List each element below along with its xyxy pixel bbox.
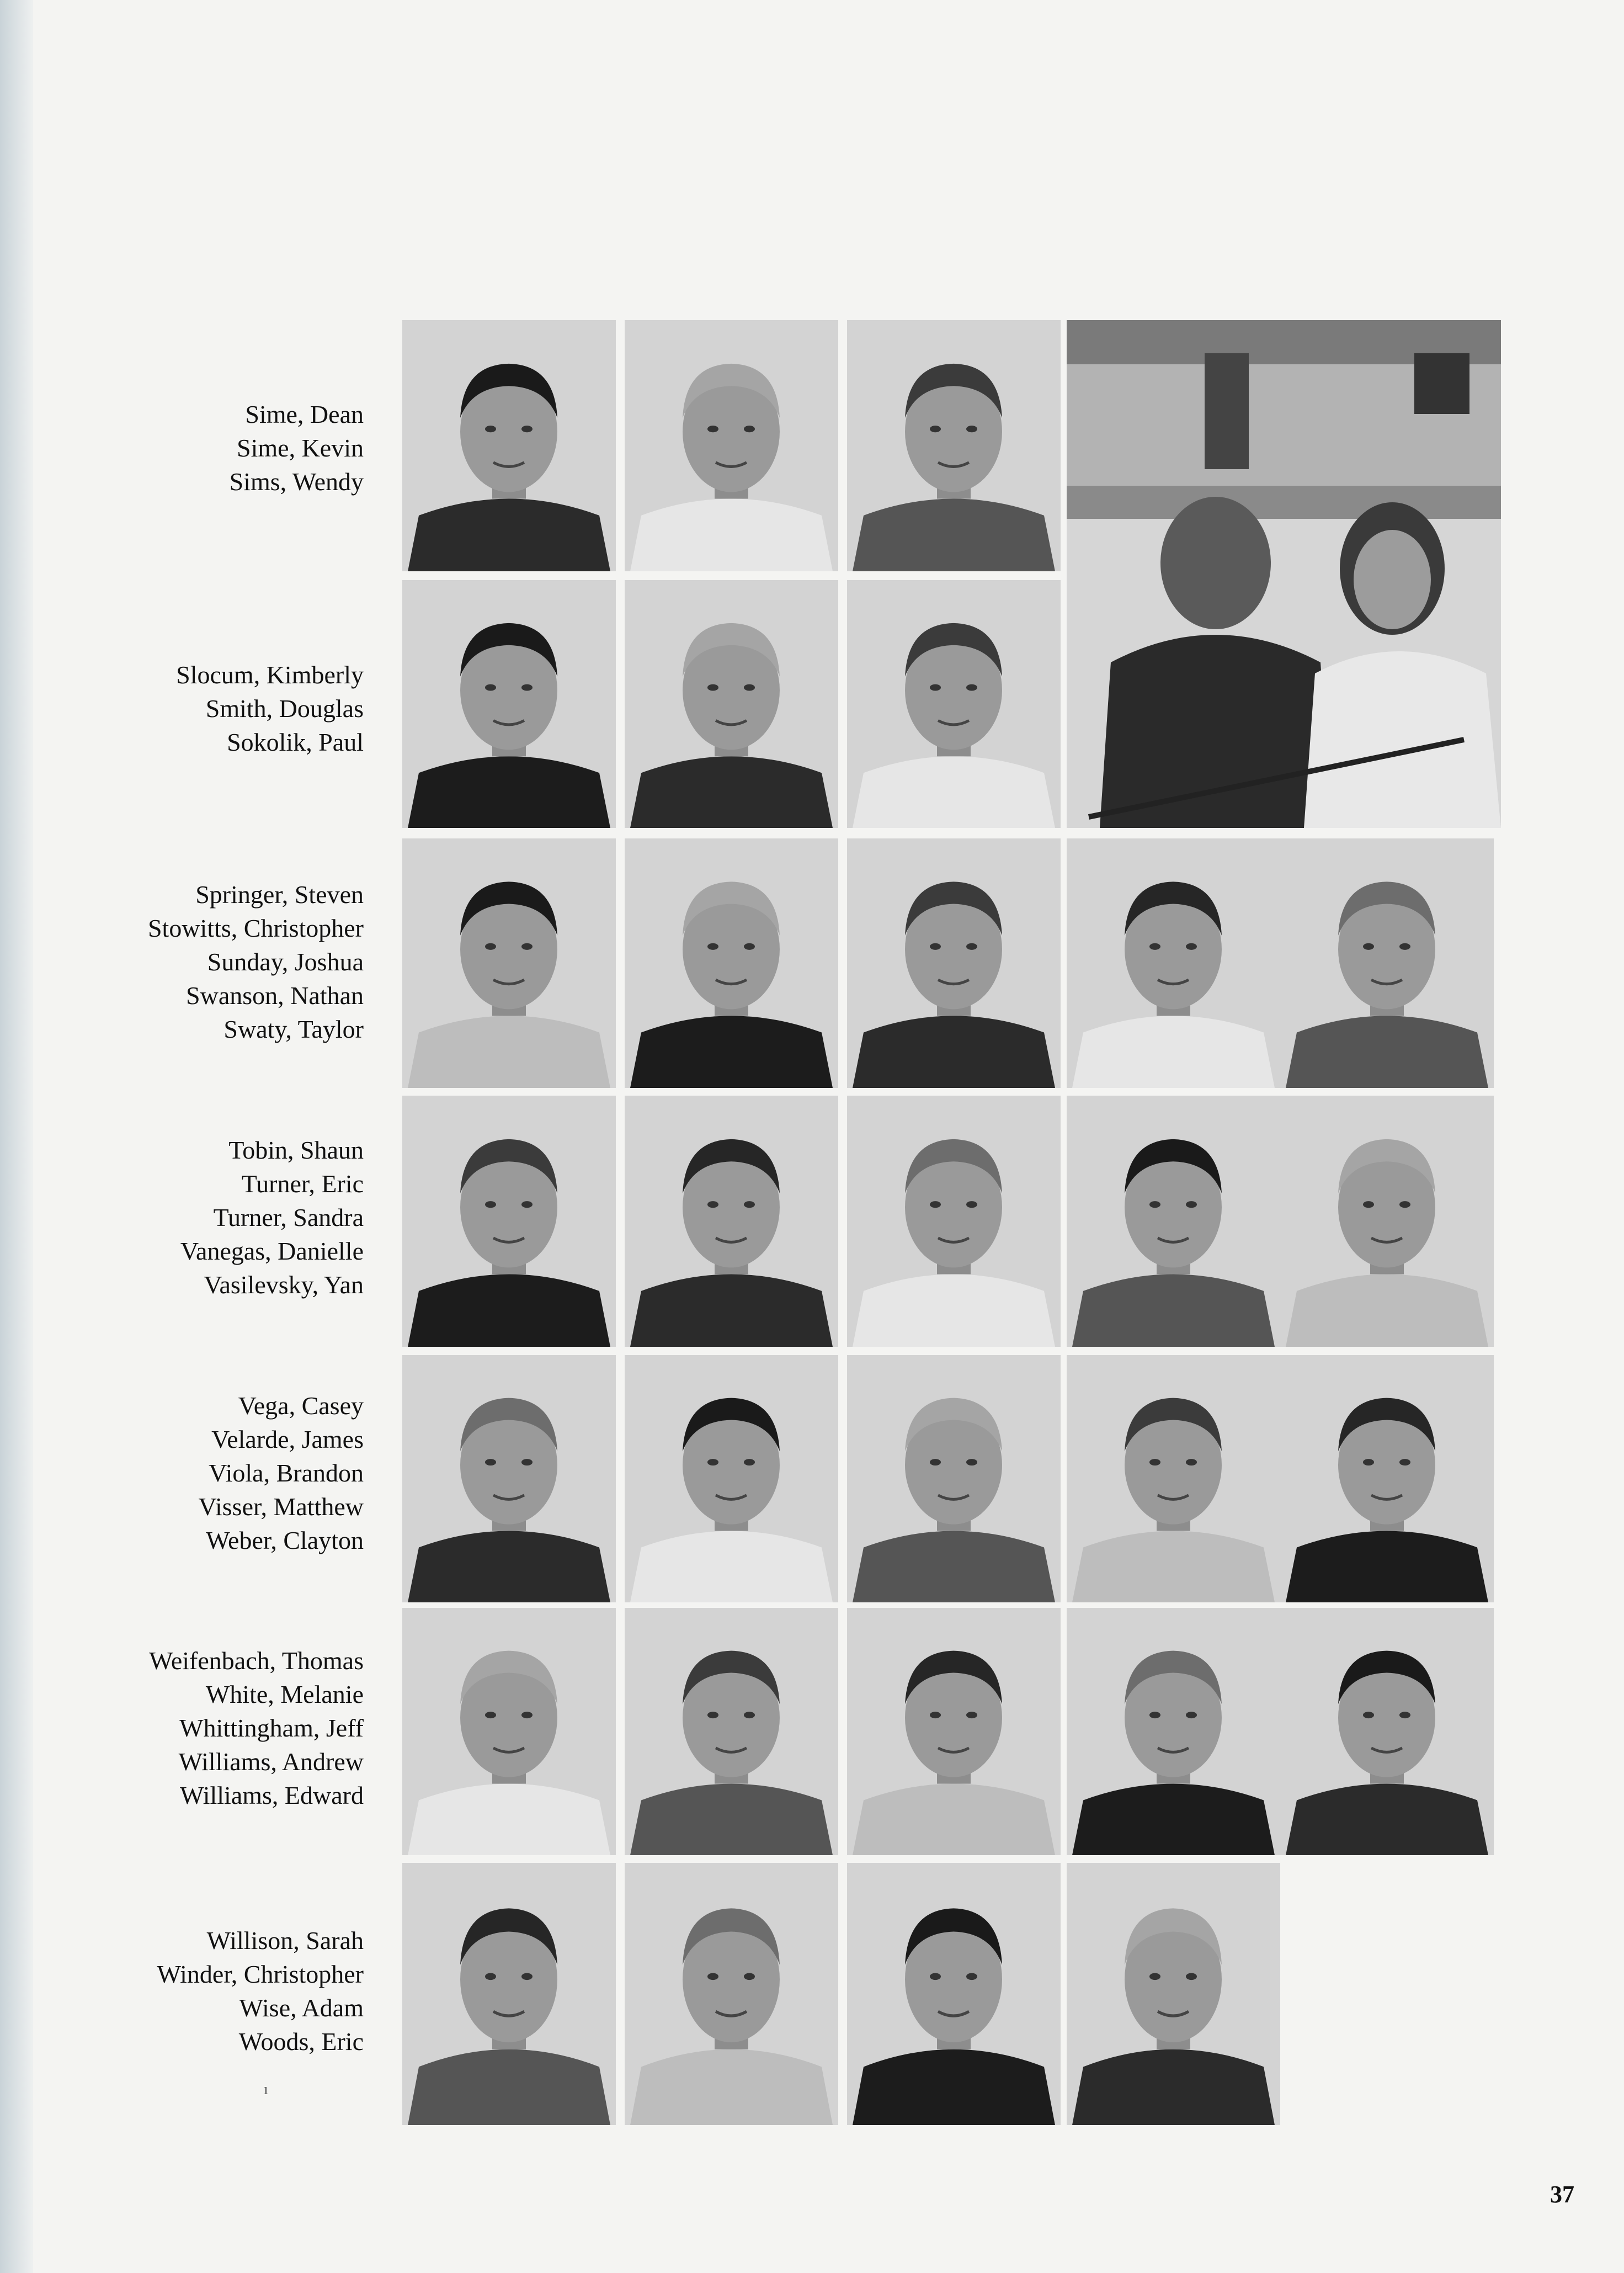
student-portrait-photo bbox=[1280, 1608, 1494, 1855]
student-name: Sunday, Joshua bbox=[207, 948, 364, 976]
student-name: Vega, Casey bbox=[238, 1392, 364, 1420]
student-name: Vanegas, Danielle bbox=[180, 1237, 364, 1265]
student-name: Vasilevsky, Yan bbox=[204, 1271, 364, 1299]
student-portrait-photo bbox=[1280, 838, 1494, 1088]
student-portrait-photo bbox=[847, 1355, 1061, 1602]
name-list-row-2 bbox=[10, 658, 364, 759]
student-name: Stowitts, Christopher bbox=[147, 914, 364, 942]
student-portrait-photo bbox=[1280, 1096, 1494, 1347]
student-portrait-photo bbox=[847, 320, 1061, 571]
student-portrait-photo bbox=[625, 838, 838, 1088]
student-portrait-photo bbox=[625, 1355, 838, 1602]
student-portrait-photo bbox=[402, 580, 616, 828]
student-portrait-photo bbox=[625, 580, 838, 828]
student-portrait-photo bbox=[402, 1355, 616, 1602]
student-name: Wise, Adam bbox=[239, 1994, 364, 2022]
student-name: Whittingham, Jeff bbox=[179, 1714, 364, 1742]
student-name: Swanson, Nathan bbox=[186, 981, 364, 1010]
student-portrait-photo bbox=[847, 580, 1061, 828]
student-portrait-photo bbox=[1067, 1608, 1280, 1855]
student-name: Viola, Brandon bbox=[209, 1459, 364, 1487]
page-number: 37 bbox=[1550, 2181, 1574, 2208]
student-name: Velarde, James bbox=[211, 1425, 364, 1453]
student-portrait-photo bbox=[625, 1863, 838, 2125]
student-portrait-photo bbox=[402, 320, 616, 571]
student-portrait-photo bbox=[402, 1096, 616, 1347]
student-portrait-photo bbox=[847, 1863, 1061, 2125]
stray-mark: ı bbox=[264, 2081, 268, 2098]
student-portrait-photo bbox=[847, 1096, 1061, 1347]
student-portrait-photo bbox=[625, 320, 838, 571]
student-portrait-photo bbox=[402, 838, 616, 1088]
student-name: Visser, Matthew bbox=[198, 1493, 364, 1521]
student-name: Sime, Dean bbox=[245, 400, 364, 428]
student-portrait-photo bbox=[847, 1608, 1061, 1855]
student-name: Swaty, Taylor bbox=[223, 1015, 364, 1043]
student-name: Springer, Steven bbox=[195, 880, 364, 909]
student-name: Turner, Eric bbox=[241, 1170, 364, 1198]
name-list-row-6 bbox=[10, 1644, 364, 1812]
student-portrait-photo bbox=[1067, 1863, 1280, 2125]
student-name: Williams, Andrew bbox=[178, 1748, 364, 1776]
name-list-row-7 bbox=[10, 1924, 364, 2058]
student-name: Woods, Eric bbox=[238, 2027, 364, 2056]
student-name: Slocum, Kimberly bbox=[176, 661, 364, 689]
student-portrait-photo bbox=[625, 1096, 838, 1347]
student-portrait-photo bbox=[1067, 838, 1280, 1088]
student-portrait-photo bbox=[1280, 1355, 1494, 1602]
candid-group-photo bbox=[1067, 320, 1501, 828]
student-name: White, Melanie bbox=[205, 1680, 364, 1708]
student-name: Willison, Sarah bbox=[206, 1926, 364, 1955]
student-name: Smith, Douglas bbox=[205, 694, 364, 723]
student-portrait-photo bbox=[402, 1863, 616, 2125]
student-name: Weifenbach, Thomas bbox=[149, 1647, 364, 1675]
student-name: Winder, Christopher bbox=[157, 1960, 364, 1988]
name-list-row-1 bbox=[10, 397, 364, 498]
name-list-row-3 bbox=[10, 878, 364, 1046]
student-name: Sime, Kevin bbox=[237, 434, 364, 462]
student-portrait-photo bbox=[847, 838, 1061, 1088]
student-portrait-photo bbox=[402, 1608, 616, 1855]
name-list-row-5 bbox=[10, 1389, 364, 1557]
student-name: Sims, Wendy bbox=[229, 468, 364, 496]
student-name: Turner, Sandra bbox=[213, 1203, 364, 1231]
student-name: Weber, Clayton bbox=[206, 1526, 364, 1554]
student-name: Sokolik, Paul bbox=[227, 728, 364, 756]
name-list-row-4 bbox=[10, 1133, 364, 1302]
student-portrait-photo bbox=[1067, 1355, 1280, 1602]
student-portrait-photo bbox=[625, 1608, 838, 1855]
student-portrait-photo bbox=[1067, 1096, 1280, 1347]
student-name: Williams, Edward bbox=[180, 1781, 364, 1809]
student-name: Tobin, Shaun bbox=[228, 1136, 364, 1164]
